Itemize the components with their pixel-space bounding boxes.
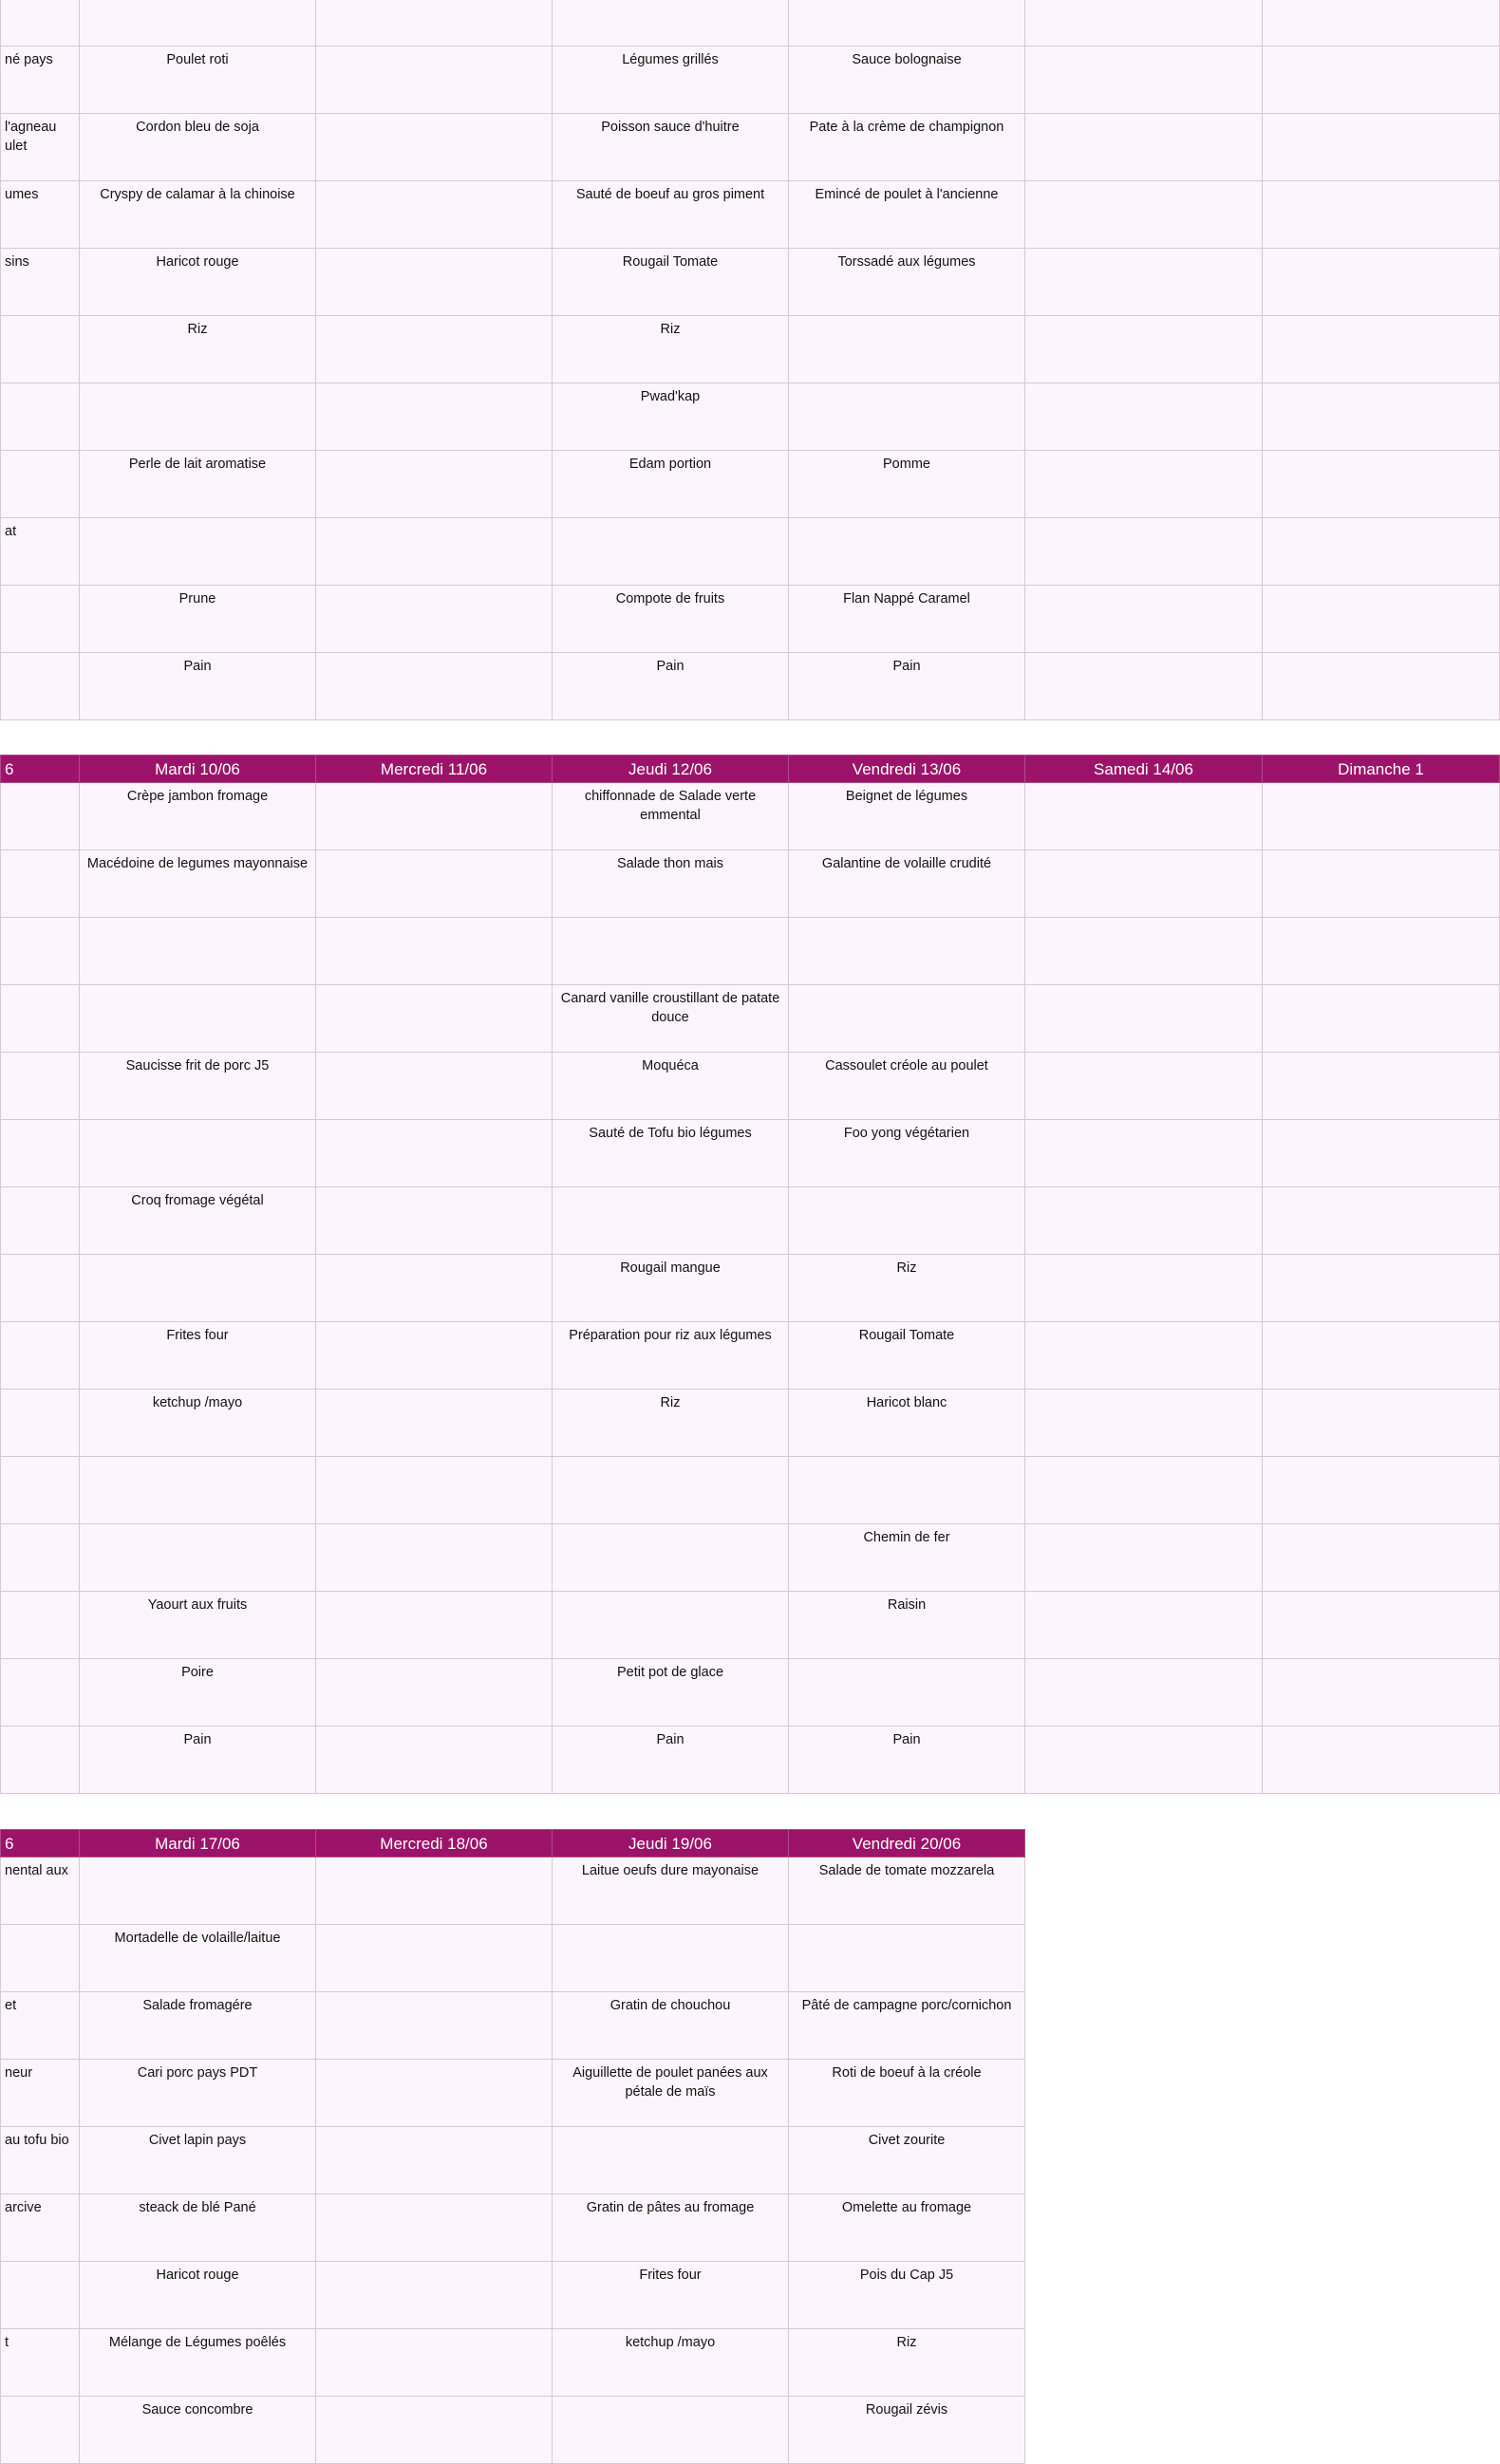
menu-cell[interactable] — [553, 0, 789, 47]
menu-cell[interactable]: Moquéca — [553, 1053, 789, 1120]
menu-cell[interactable] — [316, 1120, 553, 1187]
menu-cell[interactable] — [1263, 1187, 1500, 1255]
menu-cell[interactable] — [1263, 783, 1500, 850]
menu-cell[interactable] — [1, 2262, 80, 2329]
menu-cell[interactable] — [1025, 1120, 1263, 1187]
menu-cell[interactable]: Pate à la crème de champignon — [789, 114, 1025, 181]
menu-row — [1, 1659, 1500, 1727]
menu-cell[interactable] — [316, 1390, 553, 1457]
menu-cell[interactable] — [316, 1255, 553, 1322]
menu-cell[interactable] — [1263, 1255, 1500, 1322]
menu-cell[interactable]: Cassoulet créole au poulet — [789, 1053, 1025, 1120]
menu-row — [1, 1857, 1025, 1925]
menu-cell[interactable] — [1025, 783, 1263, 850]
menu-cell[interactable]: Crèpe jambon fromage — [80, 783, 316, 850]
menu-cell[interactable] — [316, 1992, 553, 2060]
menu-cell[interactable]: Chemin de fer — [789, 1524, 1025, 1592]
menu-cell[interactable] — [316, 1727, 553, 1794]
menu-cell[interactable] — [1263, 918, 1500, 985]
menu-cell[interactable] — [1, 918, 80, 985]
menu-cell[interactable] — [1263, 114, 1500, 181]
menu-cell[interactable] — [1263, 985, 1500, 1053]
menu-cell[interactable]: Sauté de boeuf au gros piment — [553, 181, 789, 249]
menu-cell[interactable] — [1263, 0, 1500, 47]
menu-cell[interactable]: Foo yong végétarien — [789, 1120, 1025, 1187]
menu-cell[interactable]: sins — [1, 249, 80, 316]
menu-cell[interactable] — [80, 0, 316, 47]
menu-cell[interactable]: chiffonnade de Salade verte emmental — [553, 783, 789, 850]
menu-row — [1, 383, 1500, 451]
menu-cell[interactable] — [316, 2329, 553, 2397]
menu-cell[interactable] — [789, 1187, 1025, 1255]
menu-cell[interactable]: Salade de tomate mozzarela — [789, 1857, 1025, 1925]
menu-cell[interactable]: arcive — [1, 2194, 80, 2262]
menu-cell[interactable] — [1263, 383, 1500, 451]
menu-row — [1, 783, 1500, 850]
menu-cell[interactable]: l'agneau ulet — [1, 114, 80, 181]
menu-cell[interactable]: Torssadé aux légumes — [789, 249, 1025, 316]
menu-cell[interactable] — [316, 2127, 553, 2194]
menu-cell[interactable] — [316, 1857, 553, 1925]
menu-cell[interactable]: Rougail mangue — [553, 1255, 789, 1322]
menu-cell[interactable]: Pois du Cap J5 — [789, 2262, 1025, 2329]
menu-cell[interactable] — [316, 1659, 553, 1727]
menu-cell[interactable]: Petit pot de glace — [553, 1659, 789, 1727]
menu-cell[interactable]: t — [1, 2329, 80, 2397]
menu-cell[interactable] — [1, 1659, 80, 1727]
menu-row — [1, 0, 1500, 47]
menu-row — [1, 1727, 1500, 1794]
menu-cell[interactable] — [1025, 316, 1263, 383]
menu-cell[interactable] — [80, 1120, 316, 1187]
menu-row — [1, 1053, 1500, 1120]
menu-cell[interactable] — [1263, 1592, 1500, 1659]
menu-cell[interactable] — [316, 1053, 553, 1120]
menu-row — [1, 2194, 1025, 2262]
menu-cell[interactable]: Edam portion — [553, 451, 789, 518]
menu-cell[interactable] — [1025, 1322, 1263, 1390]
menu-cell[interactable] — [553, 1925, 789, 1992]
menu-cell[interactable] — [1263, 850, 1500, 918]
week-table-1-body — [1, 0, 1500, 720]
day-header-cell[interactable]: Mardi 10/06 — [80, 756, 316, 783]
menu-cell[interactable] — [316, 1457, 553, 1524]
menu-cell[interactable] — [316, 451, 553, 518]
menu-cell[interactable] — [1, 1322, 80, 1390]
menu-cell[interactable]: et — [1, 1992, 80, 2060]
menu-cell[interactable] — [1263, 1727, 1500, 1794]
menu-cell[interactable] — [1025, 249, 1263, 316]
menu-cell[interactable]: Mortadelle de volaille/laitue — [80, 1925, 316, 1992]
menu-cell[interactable] — [316, 249, 553, 316]
menu-cell[interactable] — [1, 383, 80, 451]
menu-cell[interactable]: Riz — [553, 316, 789, 383]
menu-cell[interactable]: Gratin de pâtes au fromage — [553, 2194, 789, 2262]
menu-cell[interactable] — [553, 918, 789, 985]
menu-cell[interactable] — [316, 2397, 553, 2464]
week-table-2-body — [1, 783, 1500, 1794]
menu-cell[interactable] — [1, 1727, 80, 1794]
menu-row — [1, 1992, 1025, 2060]
day-header-row — [1, 756, 1500, 783]
menu-cell[interactable] — [316, 1187, 553, 1255]
menu-cell[interactable]: Riz — [80, 316, 316, 383]
menu-cell[interactable] — [1, 451, 80, 518]
menu-cell[interactable] — [1263, 586, 1500, 653]
menu-cell[interactable] — [80, 1457, 316, 1524]
menu-row — [1, 114, 1500, 181]
day-header-cell[interactable]: Mercredi 18/06 — [316, 1830, 553, 1857]
menu-row — [1, 316, 1500, 383]
menu-cell[interactable] — [316, 0, 553, 47]
day-header-row — [1, 1830, 1025, 1857]
menu-cell[interactable]: Pomme — [789, 451, 1025, 518]
menu-cell[interactable] — [1263, 1457, 1500, 1524]
menu-row — [1, 451, 1500, 518]
menu-cell[interactable]: Mélange de Légumes poêlés — [80, 2329, 316, 2397]
week-table-3-body — [1, 1857, 1025, 2464]
menu-cell[interactable] — [316, 2060, 553, 2127]
menu-row — [1, 1457, 1500, 1524]
menu-cell[interactable] — [789, 518, 1025, 586]
menu-row — [1, 985, 1500, 1053]
menu-cell[interactable]: Yaourt aux fruits — [80, 1592, 316, 1659]
menu-row — [1, 1322, 1500, 1390]
menu-cell[interactable]: Civet lapin pays — [80, 2127, 316, 2194]
menu-cell[interactable]: au tofu bio — [1, 2127, 80, 2194]
menu-cell[interactable]: Rougail Tomate — [789, 1322, 1025, 1390]
menu-cell[interactable] — [316, 2194, 553, 2262]
menu-cell[interactable] — [1263, 1524, 1500, 1592]
menu-row — [1, 918, 1500, 985]
menu-cell[interactable]: Légumes grillés — [553, 47, 789, 114]
menu-cell[interactable] — [1025, 985, 1263, 1053]
menu-cell[interactable] — [1, 653, 80, 720]
menu-cell[interactable]: Raisin — [789, 1592, 1025, 1659]
menu-cell[interactable]: Galantine de volaille crudité — [789, 850, 1025, 918]
day-header-cell[interactable]: 6 — [1, 756, 80, 783]
menu-cell[interactable] — [1263, 1120, 1500, 1187]
day-header-cell[interactable]: Mercredi 11/06 — [316, 756, 553, 783]
menu-cell[interactable]: Cordon bleu de soja — [80, 114, 316, 181]
menu-row — [1, 1592, 1500, 1659]
menu-cell[interactable] — [1, 783, 80, 850]
menu-cell[interactable]: Pain — [80, 1727, 316, 1794]
menu-cell[interactable] — [553, 2397, 789, 2464]
menu-cell[interactable]: ketchup /mayo — [553, 2329, 789, 2397]
menu-cell[interactable] — [1025, 1390, 1263, 1457]
menu-cell[interactable] — [1025, 586, 1263, 653]
menu-cell[interactable] — [1, 2397, 80, 2464]
menu-cell[interactable] — [1025, 653, 1263, 720]
menu-cell[interactable] — [316, 653, 553, 720]
menu-cell[interactable] — [316, 850, 553, 918]
menu-row — [1, 2329, 1025, 2397]
menu-cell[interactable]: Pain — [553, 1727, 789, 1794]
menu-cell[interactable] — [553, 1187, 789, 1255]
menu-cell[interactable] — [1263, 1053, 1500, 1120]
menu-cell[interactable]: Riz — [553, 1390, 789, 1457]
menu-cell[interactable] — [1263, 1322, 1500, 1390]
menu-cell[interactable] — [553, 2127, 789, 2194]
menu-cell[interactable]: Poire — [80, 1659, 316, 1727]
menu-cell[interactable] — [1, 1390, 80, 1457]
menu-row — [1, 1187, 1500, 1255]
menu-cell[interactable] — [80, 1524, 316, 1592]
week-table-3 — [0, 1829, 1025, 2464]
menu-cell[interactable] — [1025, 181, 1263, 249]
menu-cell[interactable] — [789, 316, 1025, 383]
menu-cell[interactable] — [80, 1857, 316, 1925]
menu-cell[interactable]: Pwad'kap — [553, 383, 789, 451]
menu-cell[interactable] — [789, 1925, 1025, 1992]
menu-cell[interactable] — [316, 383, 553, 451]
menu-cell[interactable]: né pays — [1, 47, 80, 114]
menu-row — [1, 518, 1500, 586]
menu-cell[interactable] — [553, 1457, 789, 1524]
menu-cell[interactable] — [1263, 1390, 1500, 1457]
menu-cell[interactable] — [1, 1524, 80, 1592]
menu-cell[interactable] — [316, 1925, 553, 1992]
menu-cell[interactable] — [553, 518, 789, 586]
menu-cell[interactable]: Gratin de chouchou — [553, 1992, 789, 2060]
menu-cell[interactable] — [1025, 0, 1263, 47]
menu-cell[interactable] — [1, 1187, 80, 1255]
menu-cell[interactable] — [1025, 850, 1263, 918]
menu-cell[interactable] — [80, 518, 316, 586]
menu-cell[interactable]: Emincé de poulet à l'ancienne — [789, 181, 1025, 249]
menu-row — [1, 2397, 1025, 2464]
menu-cell[interactable]: Haricot blanc — [789, 1390, 1025, 1457]
menu-cell[interactable]: Compote de fruits — [553, 586, 789, 653]
menu-cell[interactable] — [316, 918, 553, 985]
menu-cell[interactable] — [1263, 181, 1500, 249]
day-header-cell[interactable]: Vendredi 20/06 — [789, 1830, 1025, 1857]
menu-cell[interactable]: Frites four — [553, 2262, 789, 2329]
menu-cell[interactable] — [1263, 518, 1500, 586]
menu-cell[interactable]: Sauté de Tofu bio légumes — [553, 1120, 789, 1187]
menu-cell[interactable]: Pain — [789, 1727, 1025, 1794]
menu-cell[interactable] — [1025, 1659, 1263, 1727]
menu-row — [1, 181, 1500, 249]
menu-cell[interactable]: Roti de boeuf à la créole — [789, 2060, 1025, 2127]
menu-cell[interactable] — [1, 586, 80, 653]
menu-cell[interactable] — [1263, 1659, 1500, 1727]
menu-cell[interactable]: Pâté de campagne porc/cornichon — [789, 1992, 1025, 2060]
menu-cell[interactable]: Canard vanille croustillant de patate douce — [553, 985, 789, 1053]
menu-cell[interactable] — [80, 985, 316, 1053]
day-header-cell[interactable]: Dimanche 1 — [1263, 756, 1500, 783]
menu-cell[interactable]: Cryspy de calamar à la chinoise — [80, 181, 316, 249]
menu-cell[interactable] — [1, 1457, 80, 1524]
menu-cell[interactable]: Beignet de légumes — [789, 783, 1025, 850]
menu-cell[interactable]: Sauce bolognaise — [789, 47, 1025, 114]
menu-cell[interactable] — [1025, 1053, 1263, 1120]
day-header-cell[interactable]: Jeudi 12/06 — [553, 756, 789, 783]
menu-cell[interactable]: Civet zourite — [789, 2127, 1025, 2194]
menu-cell[interactable] — [1, 1120, 80, 1187]
menu-cell[interactable]: Riz — [789, 1255, 1025, 1322]
menu-cell[interactable] — [1025, 114, 1263, 181]
menu-cell[interactable]: Croq fromage végétal — [80, 1187, 316, 1255]
menu-cell[interactable]: Préparation pour riz aux légumes — [553, 1322, 789, 1390]
menu-cell[interactable] — [80, 918, 316, 985]
menu-cell[interactable]: Flan Nappé Caramel — [789, 586, 1025, 653]
menu-cell[interactable] — [80, 1255, 316, 1322]
menu-cell[interactable] — [789, 918, 1025, 985]
menu-cell[interactable] — [316, 586, 553, 653]
menu-cell[interactable] — [789, 0, 1025, 47]
menu-cell[interactable] — [789, 1457, 1025, 1524]
menu-cell[interactable] — [1263, 451, 1500, 518]
menu-row — [1, 850, 1500, 918]
menu-cell[interactable]: Riz — [789, 2329, 1025, 2397]
menu-cell[interactable] — [1025, 518, 1263, 586]
menu-cell[interactable]: Poulet roti — [80, 47, 316, 114]
menu-cell[interactable]: Rougail zévis — [789, 2397, 1025, 2464]
menu-cell[interactable]: at — [1, 518, 80, 586]
day-header-cell[interactable]: Samedi 14/06 — [1025, 756, 1263, 783]
menu-cell[interactable] — [1, 1925, 80, 1992]
week-table-2 — [0, 755, 1500, 1794]
menu-cell[interactable]: Haricot rouge — [80, 2262, 316, 2329]
menu-cell[interactable] — [1263, 653, 1500, 720]
menu-cell[interactable] — [316, 2262, 553, 2329]
menu-cell[interactable] — [316, 47, 553, 114]
menu-cell[interactable] — [316, 114, 553, 181]
menu-cell[interactable] — [1, 850, 80, 918]
menu-cell[interactable]: Sauce concombre — [80, 2397, 316, 2464]
week-table-3-header — [1, 1830, 1025, 1857]
menu-cell[interactable] — [316, 1322, 553, 1390]
menu-row — [1, 1255, 1500, 1322]
menu-cell[interactable]: Macédoine de legumes mayonnaise — [80, 850, 316, 918]
menu-cell[interactable] — [1263, 47, 1500, 114]
menu-cell[interactable] — [789, 383, 1025, 451]
menu-cell[interactable]: Omelette au fromage — [789, 2194, 1025, 2262]
menu-cell[interactable]: Pain — [80, 653, 316, 720]
menu-row — [1, 2127, 1025, 2194]
day-header-cell[interactable]: Vendredi 13/06 — [789, 756, 1025, 783]
menu-row — [1, 2262, 1025, 2329]
menu-cell[interactable] — [316, 518, 553, 586]
menu-cell[interactable] — [1025, 1727, 1263, 1794]
menu-cell[interactable] — [80, 383, 316, 451]
menu-row — [1, 47, 1500, 114]
menu-cell[interactable]: Laitue oeufs dure mayonaise — [553, 1857, 789, 1925]
menu-row — [1, 1524, 1500, 1592]
menu-cell[interactable] — [1025, 1255, 1263, 1322]
menu-cell[interactable] — [1, 1053, 80, 1120]
menu-cell[interactable] — [1025, 1457, 1263, 1524]
menu-row — [1, 1390, 1500, 1457]
week-table-2-header — [1, 756, 1500, 783]
menu-cell[interactable] — [1025, 47, 1263, 114]
menu-cell[interactable] — [1025, 1524, 1263, 1592]
menu-cell[interactable] — [1025, 383, 1263, 451]
menu-cell[interactable] — [1025, 918, 1263, 985]
menu-cell[interactable]: Pain — [553, 653, 789, 720]
menu-cell[interactable] — [1, 985, 80, 1053]
menu-row — [1, 249, 1500, 316]
menu-cell[interactable] — [316, 985, 553, 1053]
menu-cell[interactable] — [1025, 1592, 1263, 1659]
menu-cell[interactable] — [1263, 316, 1500, 383]
menu-cell[interactable]: Perle de lait aromatise — [80, 451, 316, 518]
menu-cell[interactable]: Aiguillette de poulet panées aux pétale de maïs — [553, 2060, 789, 2127]
menu-cell[interactable] — [789, 1659, 1025, 1727]
menu-cell[interactable]: Salade fromagére — [80, 1992, 316, 2060]
menu-cell[interactable]: Haricot rouge — [80, 249, 316, 316]
menu-cell[interactable] — [1025, 451, 1263, 518]
menu-cell[interactable] — [1, 0, 80, 47]
menu-cell[interactable]: Poisson sauce d'huitre — [553, 114, 789, 181]
menu-cell[interactable]: Frites four — [80, 1322, 316, 1390]
menu-cell[interactable]: Rougail Tomate — [553, 249, 789, 316]
menu-cell[interactable]: Salade thon mais — [553, 850, 789, 918]
menu-cell[interactable] — [1, 1255, 80, 1322]
menu-cell[interactable] — [553, 1592, 789, 1659]
day-header-cell[interactable]: Jeudi 19/06 — [553, 1830, 789, 1857]
menu-cell[interactable] — [1025, 1187, 1263, 1255]
menu-cell[interactable] — [1263, 249, 1500, 316]
day-header-cell[interactable]: Mardi 17/06 — [80, 1830, 316, 1857]
menu-cell[interactable] — [789, 985, 1025, 1053]
menu-cell[interactable] — [316, 1524, 553, 1592]
menu-cell[interactable]: Saucisse frit de porc J5 — [80, 1053, 316, 1120]
menu-cell[interactable]: umes — [1, 181, 80, 249]
menu-cell[interactable]: nental aux — [1, 1857, 80, 1925]
menu-cell[interactable]: Pain — [789, 653, 1025, 720]
menu-row — [1, 1120, 1500, 1187]
menu-cell[interactable]: steack de blé Pané — [80, 2194, 316, 2262]
menu-cell[interactable] — [316, 1592, 553, 1659]
menu-cell[interactable]: Prune — [80, 586, 316, 653]
menu-row — [1, 586, 1500, 653]
menu-cell[interactable] — [1, 316, 80, 383]
menu-cell[interactable]: Cari porc pays PDT — [80, 2060, 316, 2127]
menu-cell[interactable] — [1, 1592, 80, 1659]
menu-row — [1, 1925, 1025, 1992]
menu-cell[interactable] — [316, 181, 553, 249]
menu-cell[interactable] — [553, 1524, 789, 1592]
menu-cell[interactable]: neur — [1, 2060, 80, 2127]
menu-cell[interactable] — [316, 316, 553, 383]
menu-row — [1, 2060, 1025, 2127]
menu-cell[interactable]: ketchup /mayo — [80, 1390, 316, 1457]
menu-cell[interactable] — [316, 783, 553, 850]
week-table-1 — [0, 0, 1500, 720]
menu-row — [1, 653, 1500, 720]
day-header-cell[interactable]: 6 — [1, 1830, 80, 1857]
